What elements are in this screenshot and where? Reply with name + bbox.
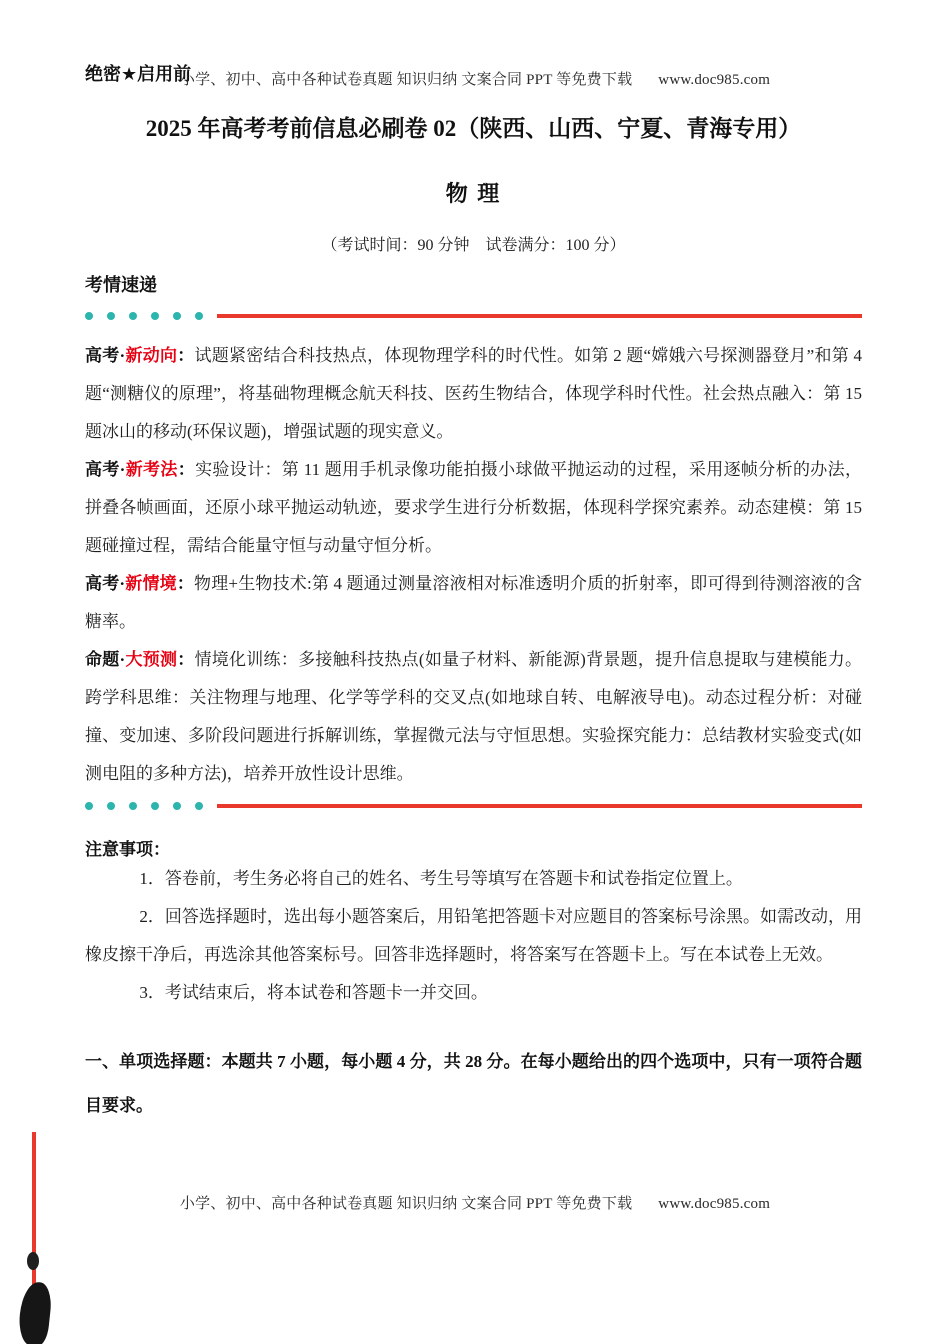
footer-url-link[interactable]: www.doc985.com: [658, 1196, 771, 1212]
classification-label: 绝密★启用前: [85, 64, 192, 84]
item-tag-red: 新动向: [125, 346, 178, 365]
separator-top: [85, 311, 862, 321]
dot-icon: [85, 802, 93, 810]
analysis-item-new-method: [85, 451, 862, 565]
kaoqing-heading: 考情速递: [85, 275, 157, 295]
item-colon: ：: [177, 650, 195, 669]
dot-icon: [151, 312, 159, 320]
item-body-text: 实验设计：第 11 题用手机录像功能拍摄小球做平抛运动的过程，采用逐帧分析的办法，拼叠各帧画面，还原小球平抛运动轨迹，要求学生进行分析数据，体现科学探究素养。动态建模：第 15 题碰撞过程，需结合能量守恒与动量守恒分析。: [85, 460, 862, 555]
item-prefix: 命题·: [85, 650, 126, 669]
footer-promo-text: 小学、初中、高中各种试卷真题 知识归纳 文案合同 PPT 等免费下载: [179, 1196, 633, 1212]
analysis-item-new-context: [85, 565, 862, 641]
teal-dots-decoration: [85, 802, 203, 810]
scan-artifact-blob: [17, 1281, 54, 1344]
dot-icon: [173, 802, 181, 810]
red-rule-line: [217, 314, 862, 318]
page-footer: [0, 1192, 950, 1213]
item-prefix: 高考·: [85, 574, 126, 593]
item-body-text: 物理+生物技术:第 4 题通过测量溶液相对标准透明介质的折射率，即可得到待测溶液的含糖率。: [85, 574, 863, 631]
item-colon: ：: [177, 346, 195, 365]
dot-icon: [107, 802, 115, 810]
item-prefix: 高考·: [85, 460, 126, 479]
item-prefix: 高考·: [85, 346, 126, 365]
notice-item-3: 3．考试结束后，将本试卷和答题卡一并交回。: [139, 983, 488, 1002]
dot-icon: [173, 312, 181, 320]
exam-info-line: （考试时间：90 分钟 试卷满分：100 分）: [321, 237, 626, 254]
dot-icon: [195, 802, 203, 810]
header-promo-text: 小学、初中、高中各种试卷真题 知识归纳 文案合同 PPT 等免费下载: [179, 72, 633, 88]
dot-icon: [129, 802, 137, 810]
exam-title: 2025 年高考考前信息必刷卷 02（陕西、山西、宁夏、青海专用）: [145, 116, 802, 141]
scan-artifact-small-blob: [27, 1252, 39, 1270]
dot-icon: [129, 312, 137, 320]
page-header: [0, 68, 950, 89]
notice-heading: 注意事项：: [85, 840, 170, 859]
dot-icon: [195, 312, 203, 320]
dot-icon: [85, 312, 93, 320]
item-tag-red: 新考法: [125, 460, 178, 479]
section-one-heading: 一、单项选择题：本题共 7 小题，每小题 4 分，共 28 分。在每小题给出的四个选项中，只有一项符合题目要求。: [85, 1052, 862, 1115]
analysis-item-prediction: [85, 641, 862, 793]
kaoqing-items: [85, 337, 862, 793]
header-url-link[interactable]: www.doc985.com: [658, 72, 771, 88]
red-rule-line: [217, 804, 862, 808]
item-tag-red: 新情境: [125, 574, 177, 593]
item-colon: ：: [176, 574, 195, 593]
item-body-text: 情境化训练：多接触科技热点(如量子材料、新能源)背景题，提升信息提取与建模能力。跨学科思维：关注物理与地理、化学等学科的交叉点(如地球自转、电解液导电)。动态过程分析：对碰撞、变加速、多阶段问题进行拆解训练，掌握微元法与守恒思想。实验探究能力：总结教材实验变式(如测电阻的多种方法)，培养开放性设计思维。: [85, 650, 863, 783]
subject-title: 物 理: [445, 181, 502, 206]
notice-item-1: 1．答卷前，考生务必将自己的姓名、考生号等填写在答题卡和试卷指定位置上。: [139, 869, 743, 888]
teal-dots-decoration: [85, 312, 203, 320]
item-colon: ：: [177, 460, 196, 479]
separator-bottom: [85, 801, 862, 811]
notice-items: [85, 860, 862, 1012]
item-body-text: 试题紧密结合科技热点，体现物理学科的时代性。如第 2 题“嫦娥六号探测器登月”和第 4 题“测糖仪的原理”，将基础物理概念航天科技、医药生物结合，体现学科时代性。社会热点融入：第 15 题冰山的移动(环保议题)，增强试题的现实意义。: [85, 346, 863, 441]
notice-item-2: 2．回答选择题时，选出每小题答案后，用铅笔把答题卡对应题目的答案标号涂黑。如需改动，用橡皮擦干净后，再选涂其他答案标号。回答非选择题时，将答案写在答题卡上。写在本试卷上无效。: [85, 907, 862, 964]
document-content: [0, 60, 950, 1128]
analysis-item-new-trend: [85, 337, 862, 451]
dot-icon: [151, 802, 159, 810]
dot-icon: [107, 312, 115, 320]
item-tag-red: 大预测: [125, 650, 178, 669]
